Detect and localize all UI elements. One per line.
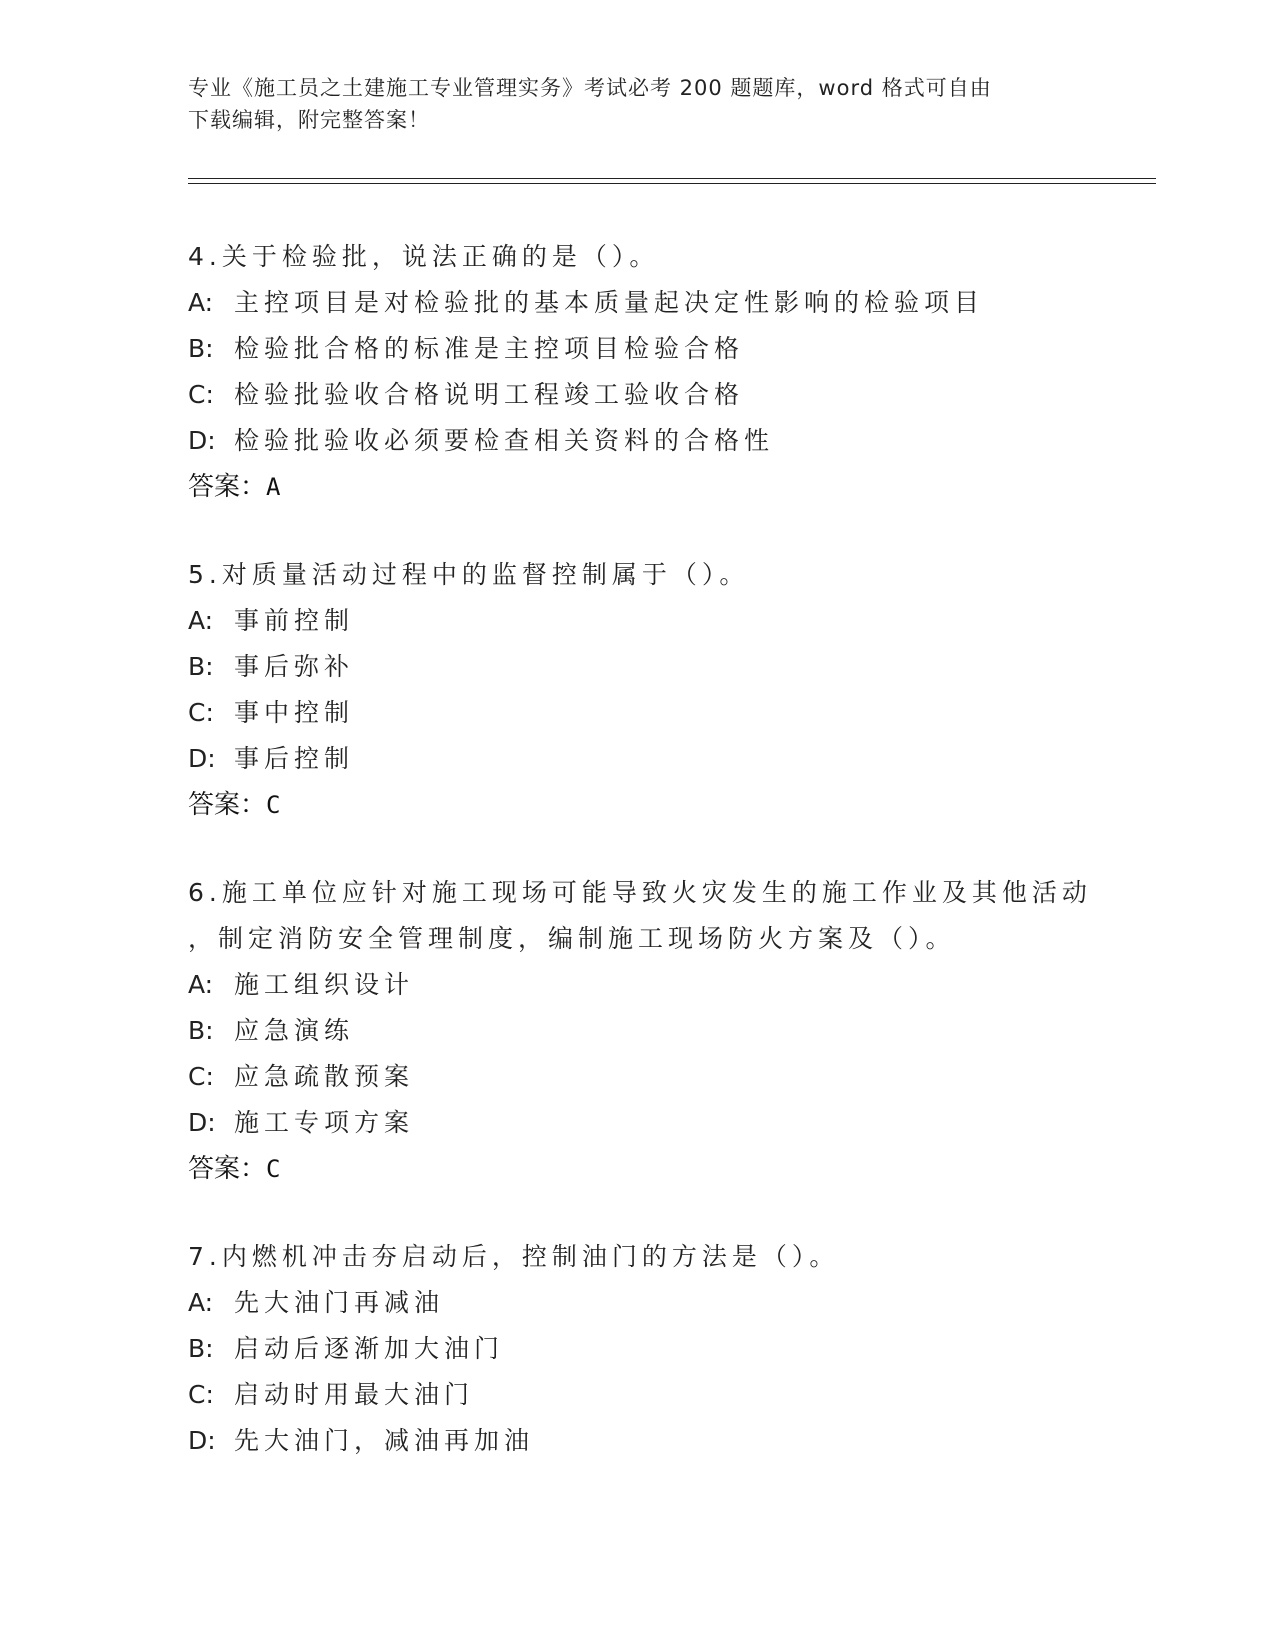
question-text: 6.施工单位应针对施工现场可能导致火灾发生的施工作业及其他活动 xyxy=(188,878,1092,907)
option-key: D: xyxy=(188,426,216,455)
answer-line xyxy=(188,782,1148,828)
answer-value: C xyxy=(266,791,281,819)
option-key: A: xyxy=(188,1288,214,1317)
answer-label: 答案： xyxy=(188,790,267,820)
option-key: D: xyxy=(188,744,216,773)
option-key: A: xyxy=(188,288,214,317)
option-row xyxy=(188,280,1148,326)
option-row xyxy=(188,644,1148,690)
answer-line xyxy=(188,1146,1148,1192)
option-text: 应急疏散预案 xyxy=(234,1062,415,1091)
option-text: 施工组织设计 xyxy=(234,970,415,999)
option-key: B: xyxy=(188,1016,214,1045)
header-divider-bottom xyxy=(188,183,1156,184)
option-text: 应急演练 xyxy=(234,1016,355,1045)
option-text: 主控项目是对检验批的基本质量起决定性影响的检验项目 xyxy=(234,288,985,317)
option-text: 事中控制 xyxy=(234,698,355,727)
option-row xyxy=(188,1008,1148,1054)
question-list xyxy=(188,234,1148,1506)
option-key: B: xyxy=(188,334,214,363)
answer-value: C xyxy=(266,1155,281,1183)
option-text: 启动时用最大油门 xyxy=(234,1380,475,1409)
option-key: C: xyxy=(188,380,214,409)
question-text: ，制定消防安全管理制度，编制施工现场防火方案及（）。 xyxy=(188,924,956,953)
option-row xyxy=(188,1054,1148,1100)
option-text: 启动后逐渐加大油门 xyxy=(234,1334,505,1363)
option-text: 施工专项方案 xyxy=(234,1108,415,1137)
header-line-2: 下载编辑，附完整答案！ xyxy=(188,108,430,132)
option-text: 先大油门，减油再加油 xyxy=(234,1426,535,1455)
question-text: 4.关于检验批，说法正确的是（）。 xyxy=(188,242,660,271)
option-key: C: xyxy=(188,1380,214,1409)
option-text: 检验批验收必须要检查相关资料的合格性 xyxy=(234,426,775,455)
option-row xyxy=(188,418,1148,464)
option-row xyxy=(188,326,1148,372)
option-text: 先大油门再减油 xyxy=(234,1288,445,1317)
header-line-1: 专业《施工员之土建施工专业管理实务》考试必考 200 题题库，word 格式可自由 xyxy=(188,76,992,100)
option-row xyxy=(188,736,1148,782)
header-divider-top xyxy=(188,178,1156,179)
question-block xyxy=(188,234,1148,510)
answer-label: 答案： xyxy=(188,1154,267,1184)
option-key: C: xyxy=(188,1062,214,1091)
question-text: 5.对质量活动过程中的监督控制属于（）。 xyxy=(188,560,750,589)
document-header xyxy=(188,72,1088,136)
option-row xyxy=(188,962,1148,1008)
option-row xyxy=(188,1100,1148,1146)
option-text: 事后控制 xyxy=(234,744,355,773)
option-text: 检验批验收合格说明工程竣工验收合格 xyxy=(234,380,745,409)
option-row xyxy=(188,1372,1148,1418)
question-text: 7.内燃机冲击夯启动后，控制油门的方法是（）。 xyxy=(188,1242,840,1271)
option-key: A: xyxy=(188,970,214,999)
option-key: D: xyxy=(188,1426,216,1455)
answer-line xyxy=(188,464,1148,510)
option-key: D: xyxy=(188,1108,216,1137)
question-block xyxy=(188,1234,1148,1464)
question-block xyxy=(188,552,1148,828)
option-key: C: xyxy=(188,698,214,727)
option-row xyxy=(188,1326,1148,1372)
option-key: A: xyxy=(188,606,214,635)
option-text: 事前控制 xyxy=(234,606,355,635)
option-key: B: xyxy=(188,1334,214,1363)
option-text: 事后弥补 xyxy=(234,652,355,681)
question-block xyxy=(188,870,1148,1192)
option-row xyxy=(188,598,1148,644)
answer-label: 答案： xyxy=(188,472,267,502)
option-row xyxy=(188,690,1148,736)
option-row xyxy=(188,372,1148,418)
option-text: 检验批合格的标准是主控项目检验合格 xyxy=(234,334,745,363)
option-row xyxy=(188,1418,1148,1464)
answer-value: A xyxy=(266,473,281,501)
option-key: B: xyxy=(188,652,214,681)
option-row xyxy=(188,1280,1148,1326)
